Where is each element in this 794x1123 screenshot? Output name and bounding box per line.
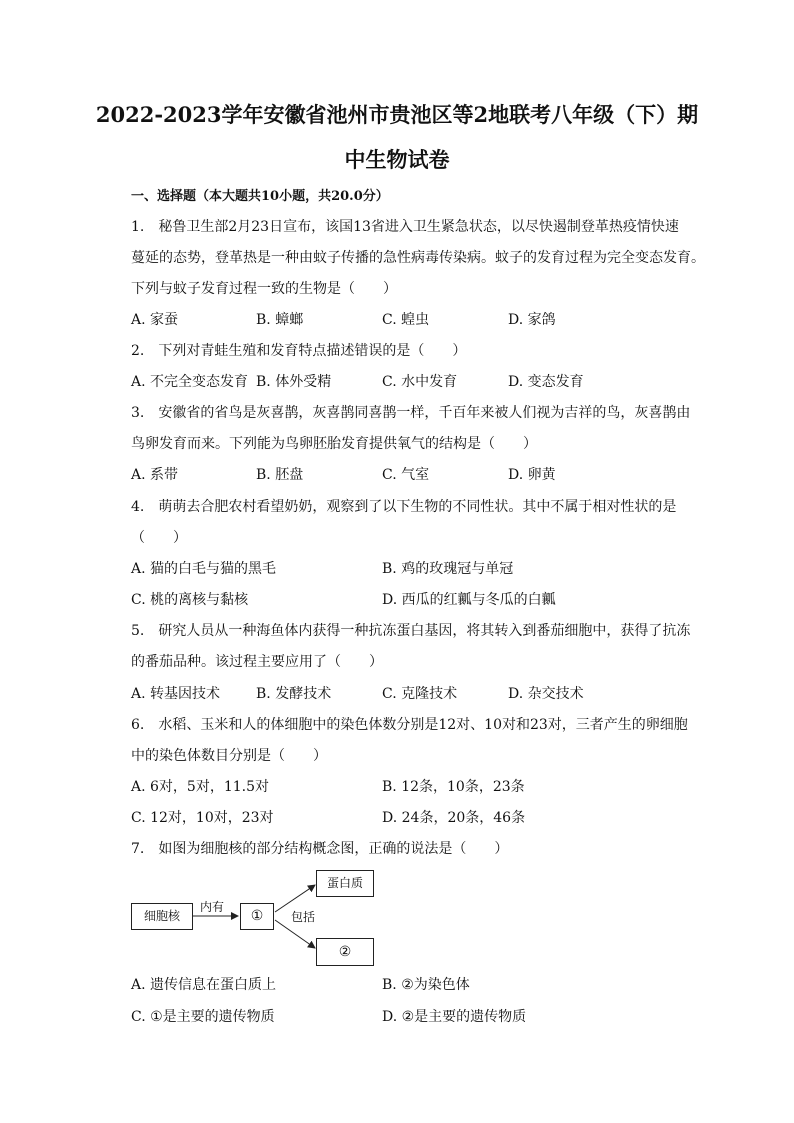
- question-6-option-b: B. 12条，10条，23条: [382, 779, 525, 795]
- question-3-line-1: 3. 安徽省的省鸟是灰喜鹊，灰喜鹊同喜鹊一样，千百年来被人们视为吉祥的鸟，灰喜鹊由: [131, 405, 691, 421]
- section-heading: 一、选择题（本大题共10小题，共20.0分）: [131, 189, 389, 204]
- question-6-option-d: D. 24条，20条，46条: [382, 810, 526, 826]
- question-5-option-d: D. 杂交技术: [508, 686, 584, 702]
- question-4-option-b: B. 鸡的玫瑰冠与单冠: [382, 561, 514, 577]
- question-7-option-b: B. ②为染色体: [382, 977, 470, 993]
- contains-label: 内有: [200, 900, 225, 914]
- question-2-option-b: B. 体外受精: [256, 374, 332, 390]
- includes-label: 包括: [291, 910, 316, 924]
- question-7-option-c: C. ①是主要的遗传物质: [131, 1009, 275, 1025]
- question-5-option-c: C. 克隆技术: [382, 686, 458, 702]
- includes-arrow-bottom: [275, 920, 315, 948]
- question-1-line-2: 蔓延的态势，登革热是一种由蚊子传播的急性病毒传染病。蚊子的发育过程为完全变态发育。: [131, 250, 705, 266]
- question-6-line-1: 6. 水稻、玉米和人的体细胞中的染色体数分别是12对、10对和23对，三者产生的卵细胞: [131, 717, 688, 733]
- question-3-line-2: 鸟卵发育而来。下列能为鸟卵胚胎发育提供氧气的结构是（ ）: [131, 436, 537, 452]
- question-3-option-b: B. 胚盘: [256, 467, 304, 483]
- question-5-option-b: B. 发酵技术: [256, 686, 332, 702]
- nucleus-box: 细胞核: [131, 903, 193, 930]
- question-4-line-2: （ ）: [131, 530, 187, 546]
- question-7-line-1: 7. 如图为细胞核的部分结构概念图，正确的说法是（ ）: [131, 841, 509, 857]
- question-5-line-1: 5. 研究人员从一种海鱼体内获得一种抗冻蛋白基因，将其转入到番茄细胞中，获得了抗冻: [131, 623, 691, 639]
- question-5-line-2: 的番茄品种。该过程主要应用了（ ）: [131, 654, 383, 670]
- question-4-line-1: 4. 萌萌去合肥农村看望奶奶，观察到了以下生物的不同性状。其中不属于相对性状的是: [131, 499, 677, 515]
- question-2-option-c: C. 水中发育: [382, 374, 458, 390]
- question-3-option-c: C. 气室: [382, 467, 430, 483]
- question-7-option-a: A. 遗传信息在蛋白质上: [131, 977, 277, 993]
- question-1-line-1: 1. 秘鲁卫生部2月23日宣布，该国13省进入卫生紧急状态，以尽快遏制登革热疫情快速: [131, 219, 679, 235]
- question-6-option-a: A. 6对，5对，11.5对: [131, 779, 269, 795]
- question-1-option-b: B. 蟑螂: [256, 312, 304, 328]
- protein-box: 蛋白质: [316, 870, 374, 897]
- question-3-option-a: A. 系带: [131, 467, 179, 483]
- includes-arrow-top: [275, 885, 315, 912]
- question-3-option-d: D. 卵黄: [508, 467, 556, 483]
- question-4-option-a: A. 猫的白毛与猫的黑毛: [131, 561, 277, 577]
- question-1-option-a: A. 家蚕: [131, 312, 179, 328]
- node-1-box: ①: [240, 903, 274, 930]
- node-2-box: ②: [316, 938, 374, 966]
- question-1-option-d: D. 家鸽: [508, 312, 556, 328]
- question-6-option-c: C. 12对，10对，23对: [131, 810, 274, 826]
- question-4-option-c: C. 桃的离核与黏核: [131, 592, 249, 608]
- question-4-option-d: D. 西瓜的红瓤与冬瓜的白瓤: [382, 592, 556, 608]
- question-2-option-d: D. 变态发育: [508, 374, 584, 390]
- paper-title-line-2: 中生物试卷: [344, 147, 450, 172]
- question-2-option-a: A. 不完全变态发育: [131, 374, 249, 390]
- question-1-option-c: C. 蝗虫: [382, 312, 430, 328]
- question-5-option-a: A. 转基因技术: [131, 686, 221, 702]
- question-1-line-3: 下列与蚊子发育过程一致的生物是（ ）: [131, 281, 397, 297]
- question-2-line-1: 2. 下列对青蛙生殖和发育特点描述错误的是（ ）: [131, 343, 467, 359]
- paper-title-line-1: 2022-2023学年安徽省池州市贵池区等2地联考八年级（下）期: [95, 102, 699, 127]
- question-6-line-2: 中的染色体数目分别是（ ）: [131, 748, 327, 764]
- question-7-option-d: D. ②是主要的遗传物质: [382, 1009, 527, 1025]
